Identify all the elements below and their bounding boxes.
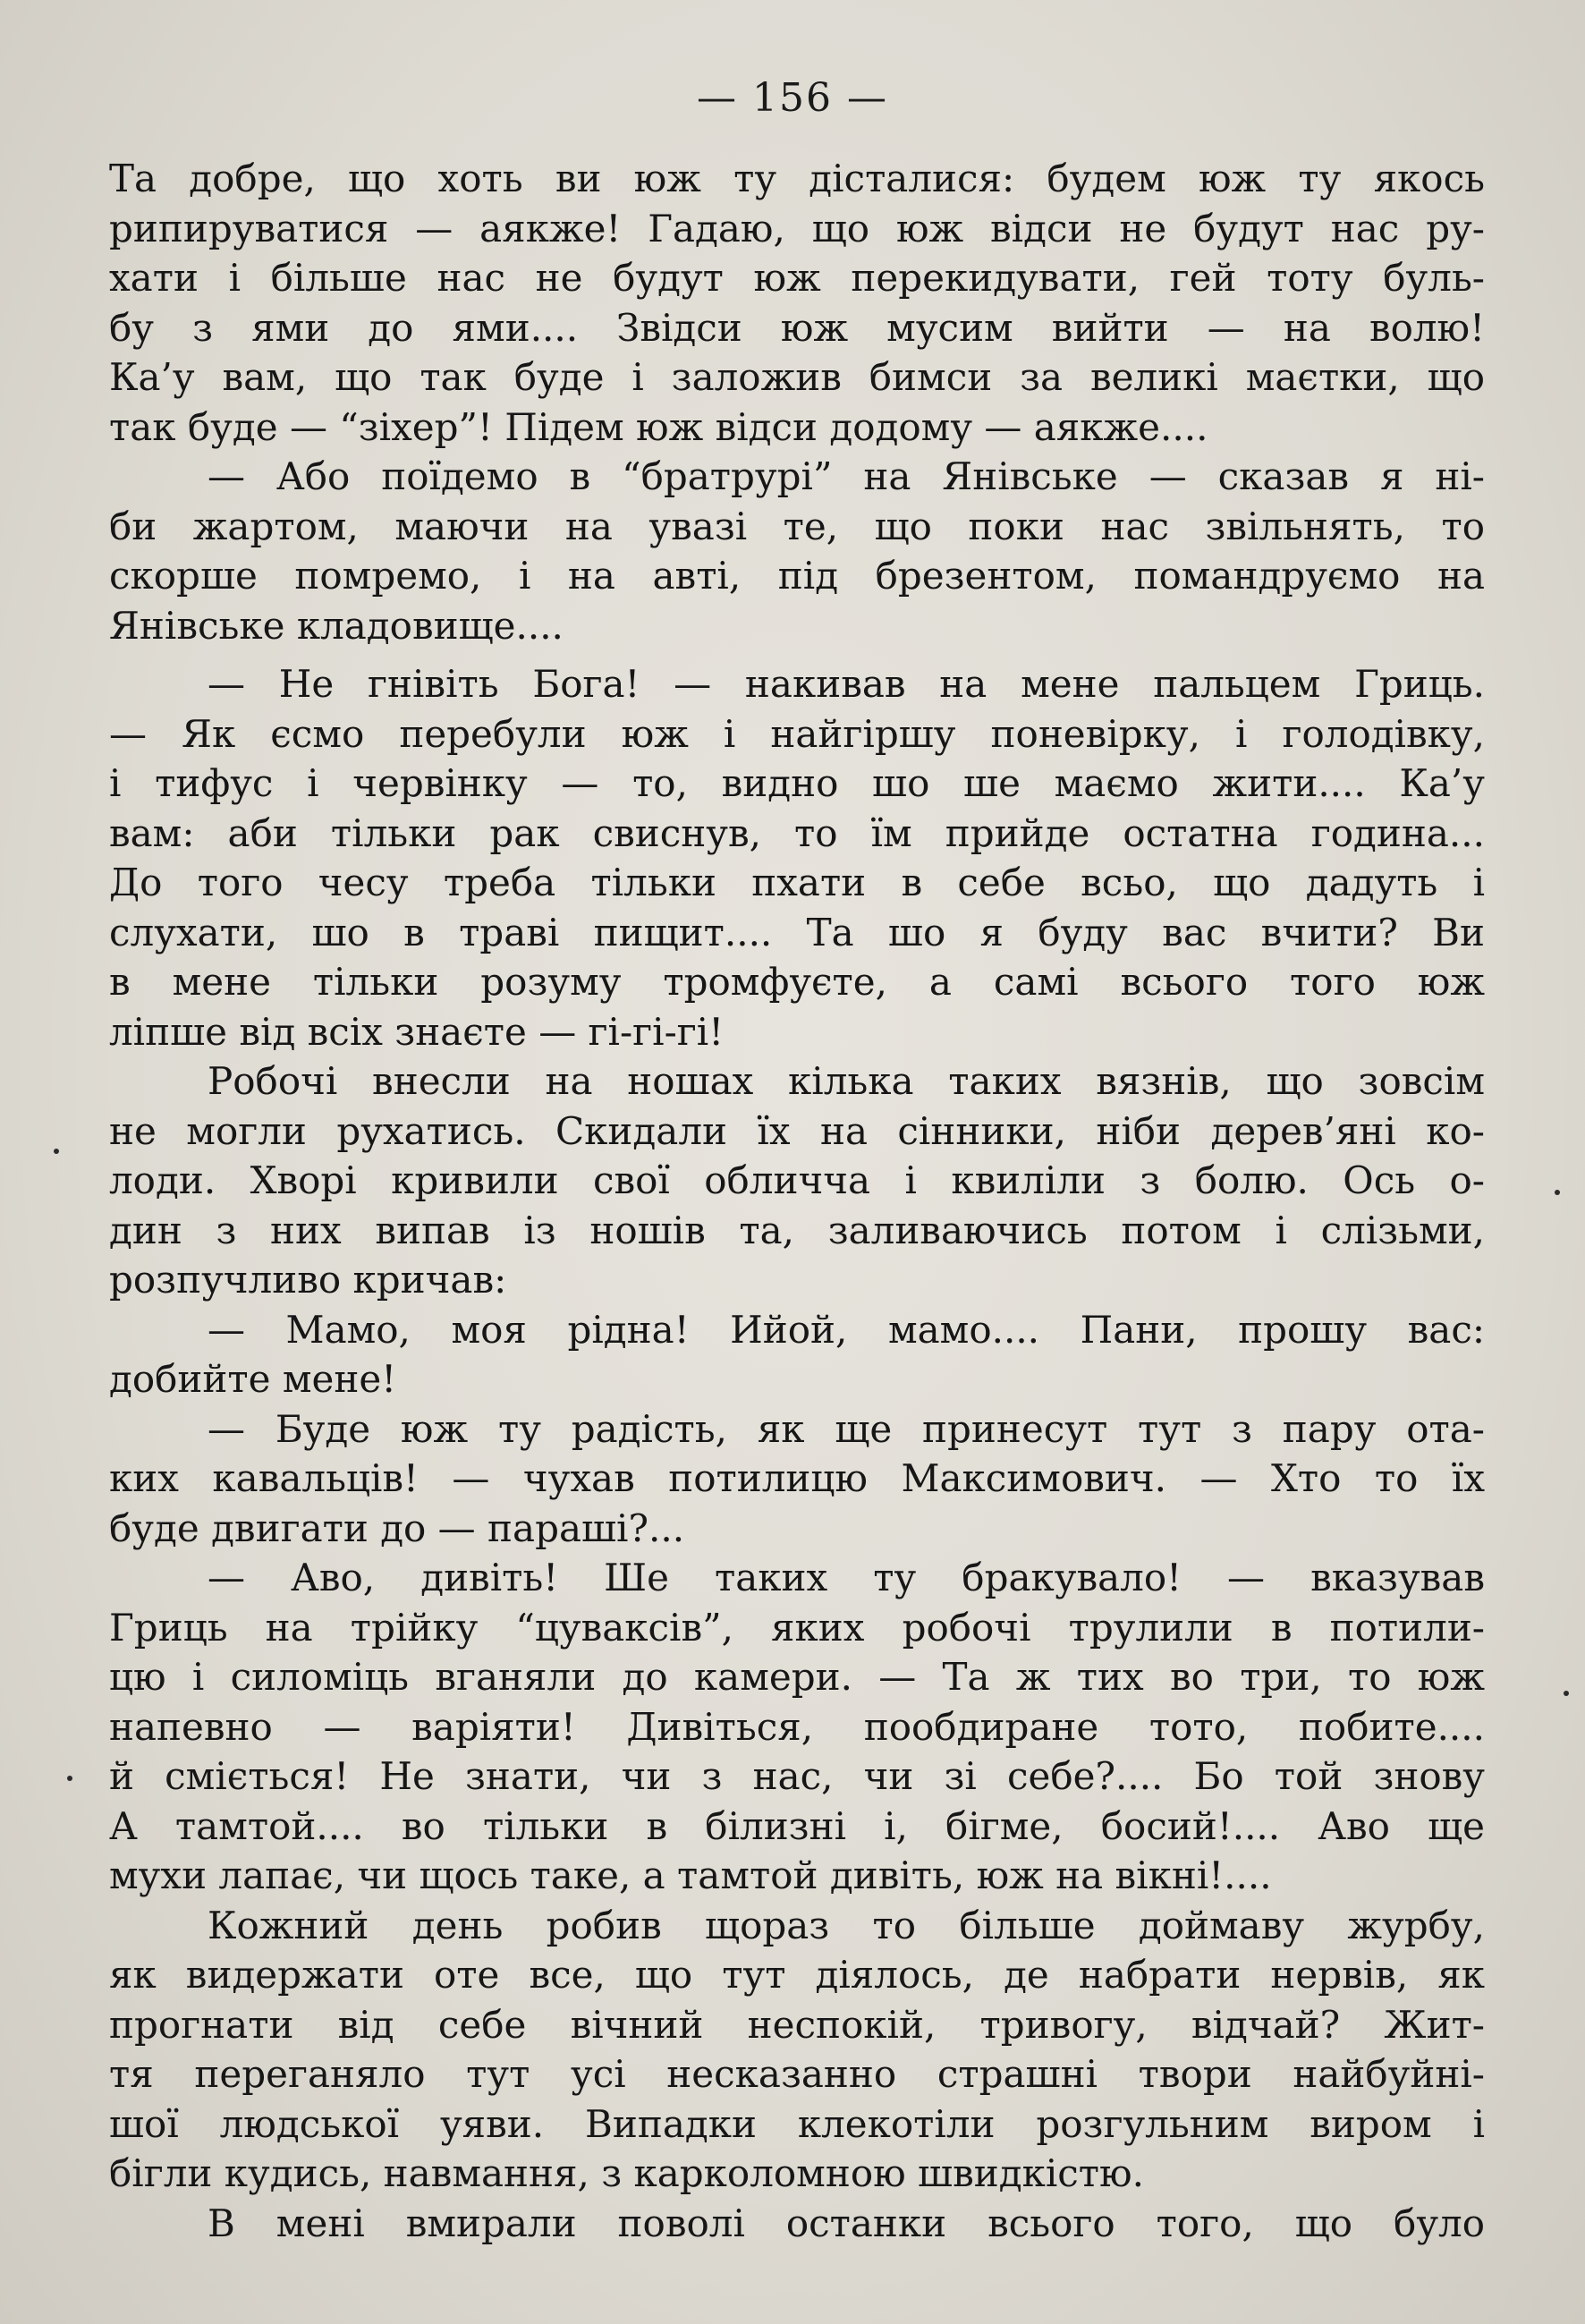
text-line: дин з них випав із ношів та, заливаючись потом і слізьми, [109, 1208, 1485, 1252]
text-line: і тифус і червінку — то, видно шо ше маємо жити.... Ка’у [109, 761, 1485, 805]
text-line: Янівське кладовище.... [109, 603, 564, 648]
text-line: Ка’у вам, що так буде і заложив бимси за великі маєтки, що [109, 355, 1485, 399]
paragraph-gap [109, 650, 1485, 659]
text-line: лоди. Хворі кривили свої обличча і квиліли з болю. Ось о- [109, 1158, 1485, 1202]
text-line: як видержати оте все, що тут діялось, де набрати нервів, як [109, 1953, 1485, 1997]
page-text [109, 154, 1485, 2248]
text-line: добийте мене! [109, 1357, 397, 1401]
text-line: ких кавальців! — чухав потилицю Максимович. — Хто то їх [109, 1456, 1485, 1500]
text-line: в мене тільки розуму тромфуєте, а самі всього того юж [109, 960, 1485, 1004]
text-line: Робочі внесли на ношах кілька таких вязнів, що зовсім [208, 1059, 1485, 1103]
text-line: тя переганяло тут усі несказанно страшні твори найбуйні- [109, 2052, 1485, 2096]
text-line: — Або поїдемо в “братрурі” на Янівське — сказав я ні- [208, 454, 1485, 498]
text-line: скорше помремо, і на авті, під брезентом, помандруємо на [109, 554, 1485, 598]
text-line: прогнати від себе вічний неспокій, тривогу, відчай? Жит- [109, 2002, 1485, 2047]
text-line: не могли рухатись. Скидали їх на сінники, ніби дерев’яні ко- [109, 1108, 1485, 1153]
text-line: Та добре, що хоть ви юж ту дісталися: будем юж ту якось [109, 157, 1485, 200]
text-line: В мені вмирали поволі останки всього того, що було [208, 2201, 1485, 2245]
text-line: — Як єсмо перебули юж і найгіршу поневірку, і голодівку, [109, 711, 1485, 756]
text-line: хати і більше нас не будут юж перекидувати, гей тоту буль- [109, 256, 1485, 300]
text-line: — Мамо, моя рідна! Ийой, мамо.... Пани, прошу вас: [208, 1307, 1485, 1352]
text-line: шої людської уяви. Випадки клекотіли розгульним виром і [109, 2101, 1485, 2146]
text-line: — Буде юж ту радість, як ще принесут тут з пару ота- [208, 1406, 1485, 1451]
text-line: вам: аби тільки рак свиснув, то їм прийде остатна година... [109, 810, 1485, 855]
text-line: Кожний день робив щораз то більше доймаву журбу, [208, 1903, 1485, 1947]
text-line: бігли кудись, навмання, з карколомною швидкістю. [109, 2151, 1144, 2195]
text-line: слухати, шо в траві пищит.... Та шо я буду вас вчити? Ви [109, 910, 1485, 954]
text-line: цю і силоміць вганяли до камери. — Та ж тих во три, то юж [109, 1655, 1485, 1699]
text-line: й сміється! Не знати, чи з нас, чи зі себе?.... Бо той знову [109, 1754, 1485, 1798]
ink-speck [1564, 1691, 1569, 1696]
text-line: напевно — варіяти! Дивіться, пообдиране тото, побите.... [109, 1704, 1485, 1749]
text-line: ліпше від всіх знаєте — гі-гі-гі! [109, 1009, 725, 1054]
text-line: рипируватися — аякже! Гадаю, що юж відси не будут нас ру- [109, 206, 1485, 250]
page-number: — 156 — [697, 75, 888, 121]
text-line: мухи лапає, чи щось таке, а тамтой дивіть, юж на вікні!.... [109, 1853, 1272, 1897]
text-line: — Аво, дивіть! Ше таких ту бракувало! — вказував [208, 1556, 1485, 1599]
text-line: розпучливо кричав: [109, 1258, 507, 1302]
text-line: буде двигати до — параші?... [109, 1506, 685, 1550]
text-line: бу з ями до ями.... Звідси юж мусим вийти — на волю! [109, 305, 1485, 350]
text-line: так буде — “зіхер”! Підем юж відси додому — аякже.... [109, 404, 1208, 449]
ink-speck [54, 1149, 59, 1154]
text-line: До того чесу треба тільки пхати в себе всьо, що дадуть і [109, 861, 1485, 904]
text-line: А тамтой.... во тільки в білизні і, бігме, босий!.... Аво ще [109, 1803, 1485, 1848]
text-line: би жартом, маючи на увазі те, що поки нас звільнять, то [109, 504, 1485, 548]
ink-speck [1555, 1190, 1560, 1195]
text-line: Гриць на трійку “цуваксів”, яких робочі трулили в потили- [109, 1605, 1485, 1650]
ink-speck [67, 1776, 72, 1781]
text-line: — Не гнівіть Бога! — накивав на мене пальцем Гриць. [208, 662, 1485, 706]
